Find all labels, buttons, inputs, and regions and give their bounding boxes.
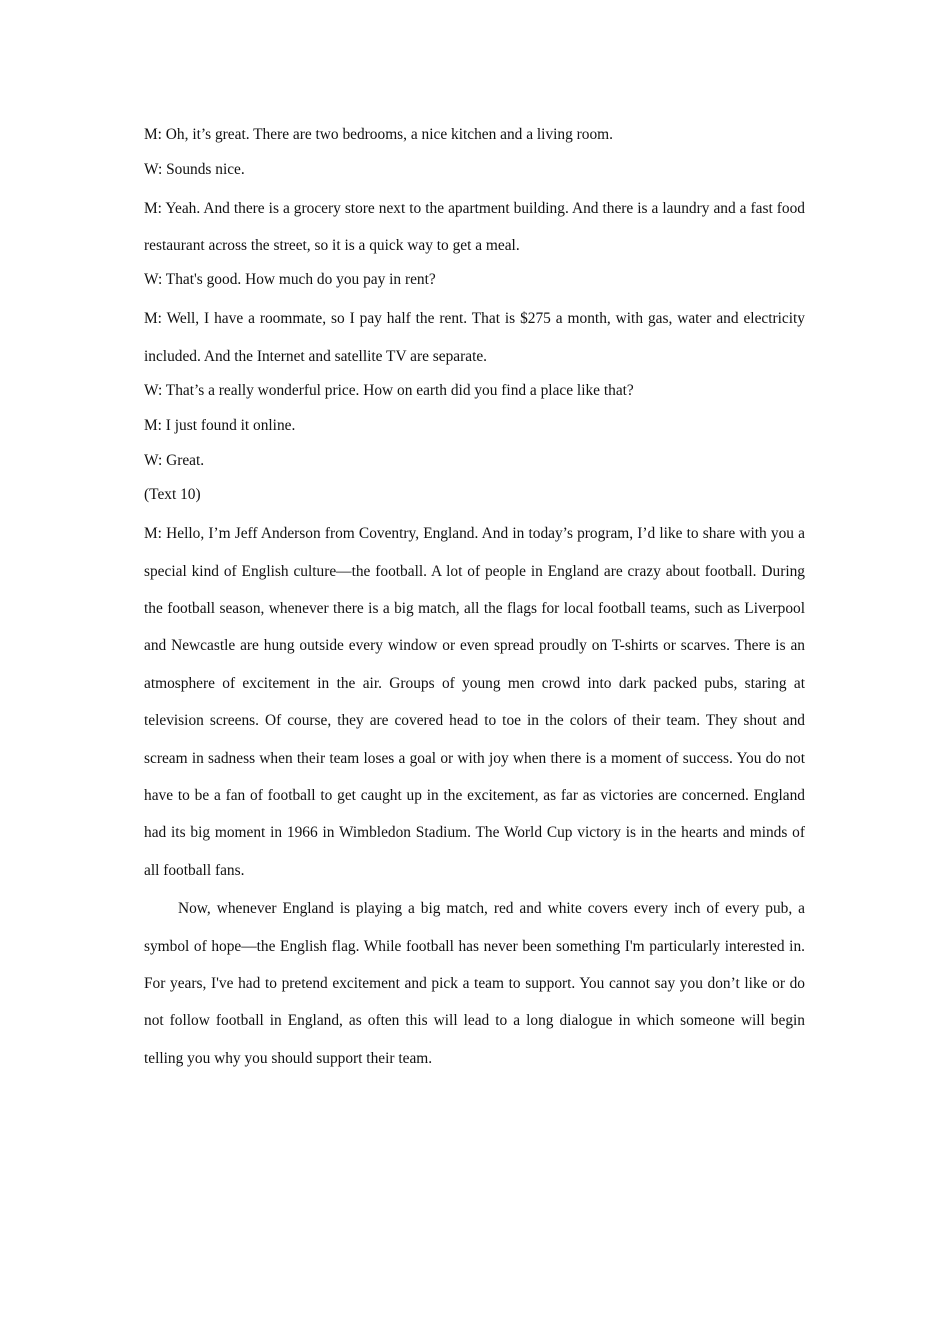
dialogue-line: W: Great.	[144, 451, 205, 469]
dialogue-line: M: Yeah. And there is a grocery store next to the apartment building. And there is a laundry and a fast food restaurant across the street, so it is a quick way to get a meal.	[144, 199, 805, 254]
dialogue-line: W: That’s a really wonderful price. How on earth did you find a place like that?	[144, 382, 634, 400]
monologue-paragraph: M: Hello, I’m Jeff Anderson from Coventry, England. And in today’s program, I’d like to share with you a special kind of English culture—the football. A lot of people in England are crazy about football. During the football season, whenever there is a big match, all the flags for local football teams, such as Liverpool and Newcastle are hung outside every window or even spread proudly on T-shirts or scarves. There is an atmosphere of excitement in the air. Groups of young men crowd into dark packed pubs, staring at television screens. Of course, they are covered head to toe in the colors of their team. They shout and scream in sadness when their team loses a goal or with joy when there is a moment of success. You do not have to be a fan of football to get caught up in the excitement, as far as victories are concerned. England had its big moment in 1966 in Wimbledon Stadium. The World Cup victory is in the hearts and minds of all football fans.	[144, 525, 805, 879]
dialogue-line: M: Well, I have a roommate, so I pay half the rent. That is $275 a month, with gas, water and electricity included. And the Internet and satellite TV are separate.	[144, 310, 805, 365]
section-label: (Text 10)	[144, 486, 201, 504]
dialogue-line: M: Oh, it’s great. There are two bedrooms, a nice kitchen and a living room.	[144, 126, 614, 143]
document-page	[144, 124, 805, 1082]
dialogue-line: M: I just found it online.	[144, 416, 296, 434]
monologue-paragraph: Now, whenever England is playing a big match, red and white covers every inch of every pub, a symbol of hope—the English flag. While football has never been something I'm particularly interested in. For years, I've had to pretend excitement and pick a team to support. You cannot say you don’t like or do not follow football in England, as often this will lead to a long dialogue in which someone will begin telling you why you should support their team.	[144, 900, 805, 1067]
dialogue-line: W: That's good. How much do you pay in rent?	[144, 271, 436, 289]
dialogue-line: W: Sounds nice.	[144, 160, 245, 178]
